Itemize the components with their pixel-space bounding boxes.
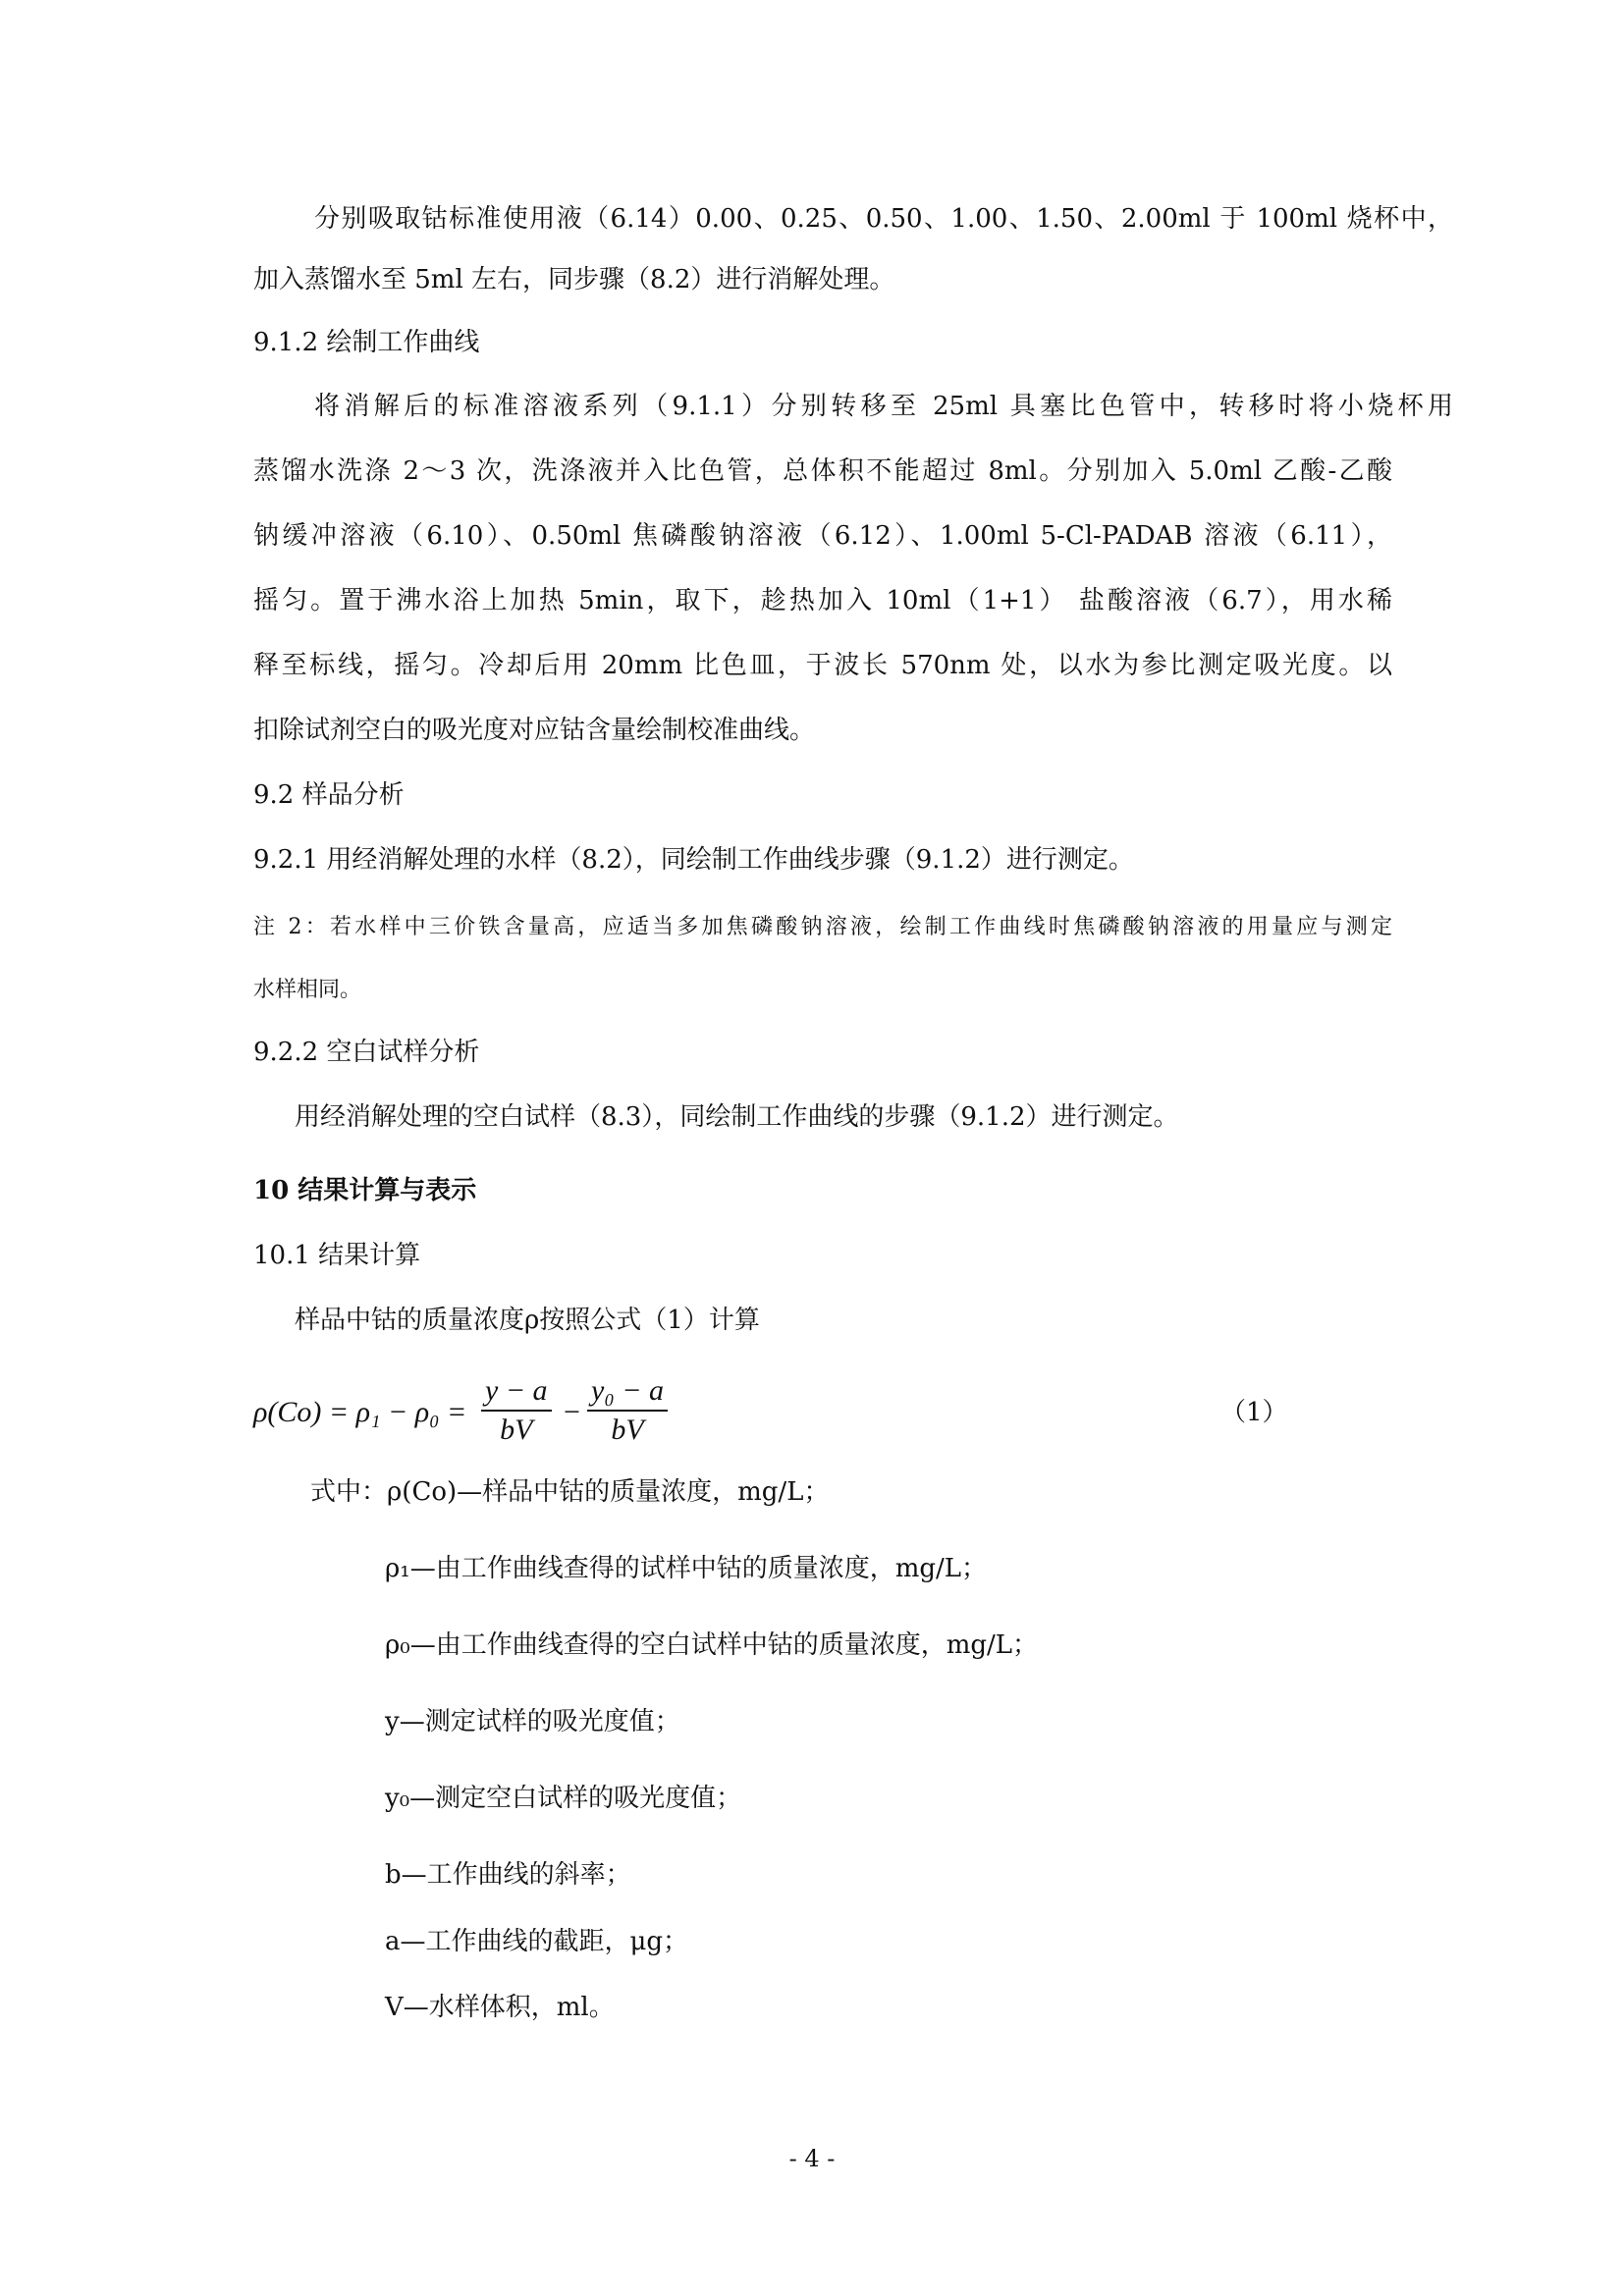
paragraph-line: 将消解后的标准溶液系列（9.1.1）分别转移至 25ml 具塞比色管中，转移时将小烧杯用 — [314, 392, 1453, 421]
paragraph-line: 9.2.1 用经消解处理的水样（8.2），同绘制工作曲线步骤（9.1.2）进行测定。 — [253, 845, 1134, 875]
fraction-denominator: bV — [611, 1414, 644, 1446]
paragraph-line: 蒸馏水洗涤 2～3 次，洗涤液并入比色管，总体积不能超过 8ml。分别加入 5.0ml 乙酸-乙酸 — [253, 456, 1392, 486]
section-heading-9-2: 9.2 样品分析 — [253, 780, 405, 810]
fraction-numerator: y₀ − a — [587, 1374, 668, 1412]
definitions-intro — [310, 1475, 1449, 1509]
paragraph-line: 用经消解处理的空白试样（8.3），同绘制工作曲线的步骤（9.1.2）进行测定。 — [295, 1102, 1179, 1132]
definitions-intro-label: 式中： — [310, 1477, 388, 1507]
paragraph-line: 摇匀。置于沸水浴上加热 5min，取下，趁热加入 10ml（1+1） 盐酸溶液（6.7），用水稀 — [253, 586, 1392, 615]
paragraph-line: 分别吸取钴标准使用液（6.14）0.00、0.25、0.50、1.00、1.50、2.00ml 于 100ml 烧杯中， — [314, 204, 1453, 234]
definition-a: a—工作曲线的截距，μg； — [385, 1927, 689, 1956]
formula-fraction-1 — [481, 1374, 552, 1447]
section-heading-9-1-2: 9.1.2 绘制工作曲线 — [253, 328, 480, 357]
section-heading-9-2-2: 9.2.2 空白试样分析 — [253, 1038, 480, 1067]
section-heading-10-1: 10.1 结果计算 — [253, 1241, 421, 1270]
formula-minus: − — [564, 1396, 580, 1428]
formula-lhs: ρ(Co) = ρ₁ − ρ₀ = — [253, 1396, 467, 1428]
equation-number: （1） — [1220, 1398, 1288, 1427]
fraction-denominator: bV — [500, 1414, 533, 1446]
definition-y: y—测定试样的吸光度值； — [385, 1707, 680, 1736]
formula-fraction-2 — [587, 1374, 668, 1447]
definition-rho1: ρ₁—由工作曲线查得的试样中钴的质量浓度，mg/L； — [385, 1554, 988, 1583]
fraction-numerator: y − a — [481, 1374, 552, 1412]
paragraph-line: 释至标线，摇匀。冷却后用 20mm 比色皿，于波长 570nm 处，以水为参比测定吸光度。以 — [253, 651, 1392, 680]
definition-v: V—水样体积，ml。 — [385, 1993, 615, 2022]
page-number: - 4 - — [788, 2145, 836, 2172]
definition-rho-co: ρ(Co)—样品中钴的质量浓度，mg/L； — [387, 1477, 830, 1507]
definition-y0: y₀—测定空白试样的吸光度值； — [385, 1784, 742, 1813]
paragraph-line: 钠缓冲溶液（6.10）、0.50ml 焦磷酸钠溶液（6.12）、1.00ml 5-Cl-PADAB 溶液（6.11）， — [253, 521, 1392, 551]
note-line: 注 2：若水样中三价铁含量高，应适当多加焦磷酸钠溶液，绘制工作曲线时焦磷酸钠溶液的用量应与测定 — [253, 915, 1392, 939]
note-line: 水样相同。 — [253, 978, 362, 1002]
definition-b: b—工作曲线的斜率； — [385, 1860, 631, 1890]
paragraph-line: 加入蒸馏水至 5ml 左右，同步骤（8.2）进行消解处理。 — [253, 265, 895, 294]
paragraph-line: 样品中钴的质量浓度ρ按照公式（1）计算 — [295, 1306, 760, 1335]
paragraph-line: 扣除试剂空白的吸光度对应钴含量绘制校准曲线。 — [253, 716, 816, 745]
section-heading-10: 10 结果计算与表示 — [253, 1176, 477, 1205]
formula-1 — [253, 1374, 1333, 1463]
definition-rho0: ρ₀—由工作曲线查得的空白试样中钴的质量浓度，mg/L； — [385, 1630, 1039, 1660]
